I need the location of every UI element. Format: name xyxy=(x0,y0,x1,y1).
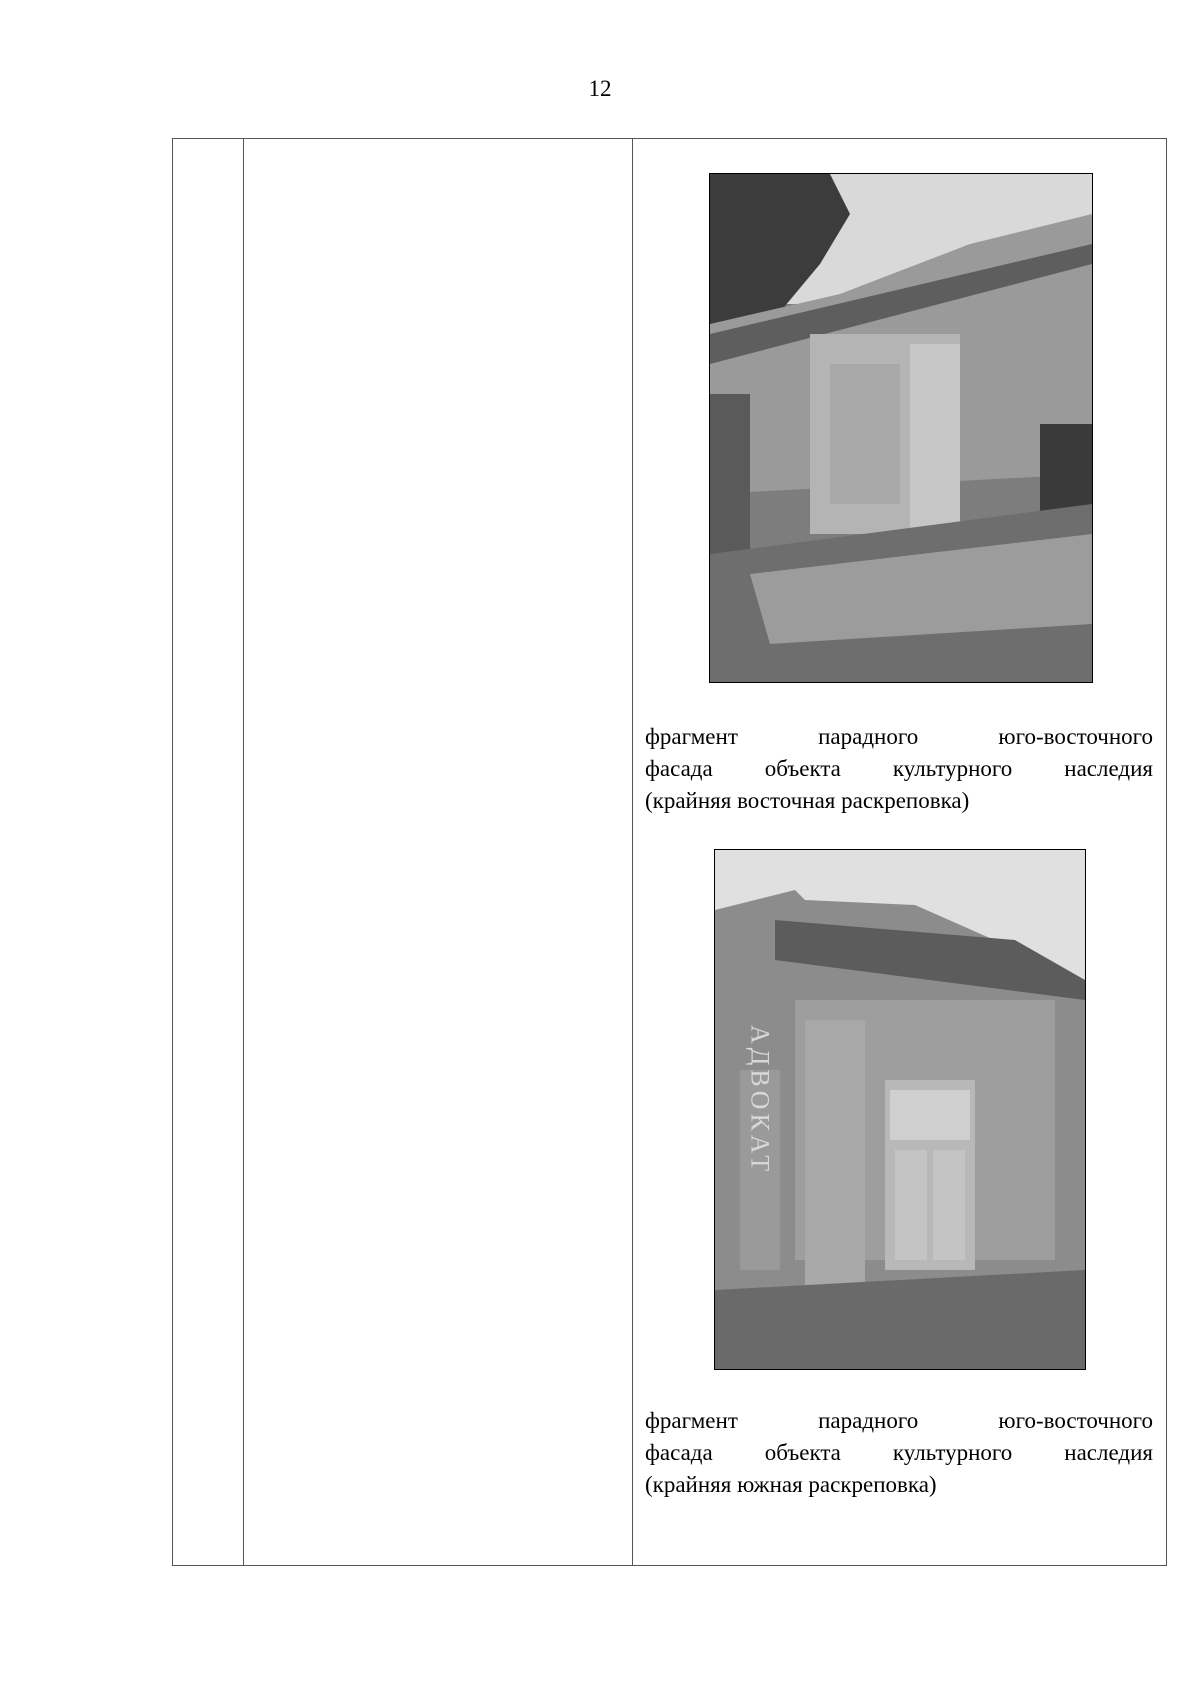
facade-photo-south xyxy=(714,849,1086,1370)
facade-photo-east xyxy=(709,173,1093,683)
sign-text: АДВОКАТ xyxy=(745,1024,775,1176)
row-number-cell xyxy=(173,139,244,1566)
photo-caption xyxy=(645,721,1153,817)
caption-line: фрагмент парадного юго-восточного xyxy=(645,724,1153,749)
building-facade-photo-icon xyxy=(710,174,1092,682)
caption-line: фасада объекта культурного наследия xyxy=(645,756,1153,781)
row-photo-cell xyxy=(633,139,1167,1566)
caption-line: (крайняя восточная раскреповка) xyxy=(645,788,970,813)
photo-caption xyxy=(645,1405,1153,1501)
heritage-photo-table xyxy=(172,138,1167,1566)
caption-line: фрагмент парадного юго-восточного xyxy=(645,1408,1153,1433)
page-number: 12 xyxy=(588,76,612,101)
caption-line: (крайняя южная раскреповка) xyxy=(645,1472,937,1497)
row-description-cell xyxy=(244,139,633,1566)
table-row xyxy=(173,139,1167,1566)
caption-line: фасада объекта культурного наследия xyxy=(645,1440,1153,1465)
building-facade-photo-icon xyxy=(715,850,1085,1369)
